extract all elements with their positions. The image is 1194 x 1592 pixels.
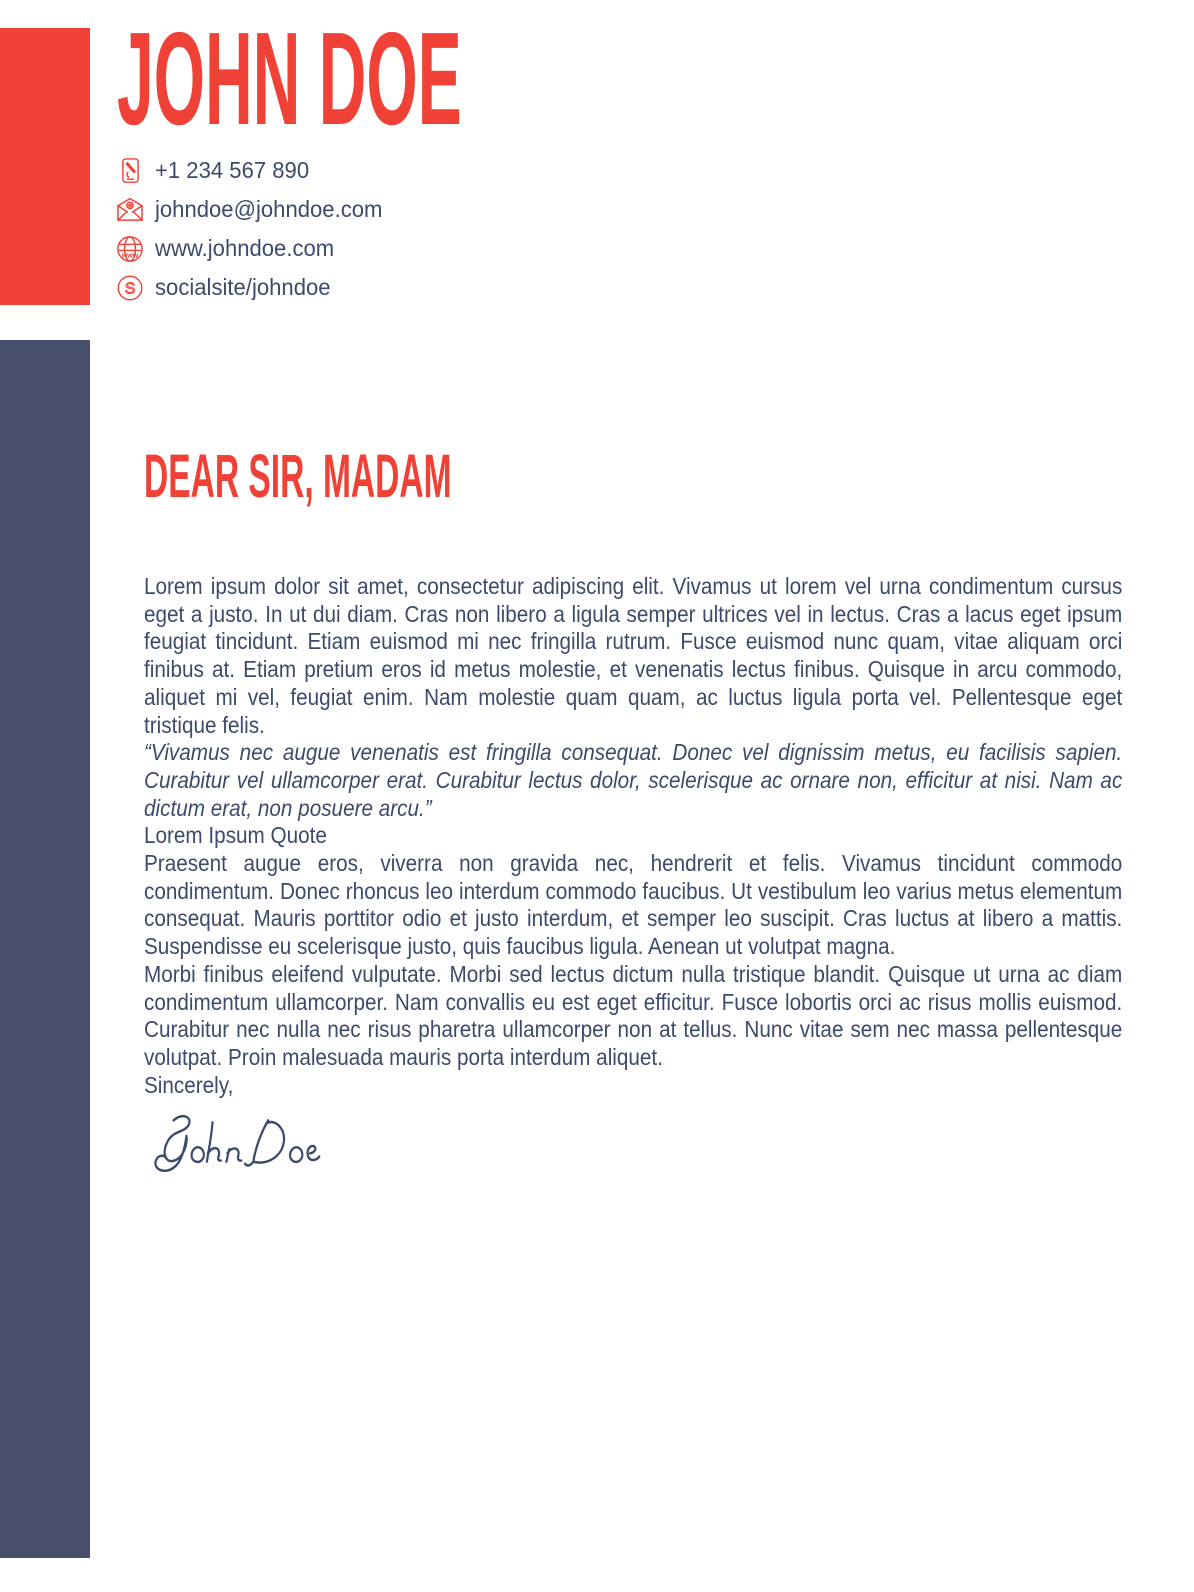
contact-row-email <box>116 196 392 223</box>
paragraph: Praesent augue eros, viverra non gravida nec, hendrerit et felis. Vivamus tincidunt commodo condimentum. Donec rhoncus leo interdum commodo faucibus. Ut vestibulum leo varius metus elementum consequat. Mauris porttitor odio et justo interdum, et semper leo suscipit. Cras luctus at libero a mattis. Suspendisse eu scelerisque justo, quis faucibus ligula. Aenean ut volutpat magna. <box>144 850 1123 960</box>
page-title: JOHN DOE <box>117 5 462 152</box>
contact-list <box>116 157 392 301</box>
phone-icon <box>116 157 144 185</box>
contact-row-website <box>116 235 392 262</box>
email-address[interactable]: johndoe@johndoe.com <box>155 196 383 222</box>
navy-accent-bar <box>0 340 90 1558</box>
letter-body <box>144 573 1122 1173</box>
social-handle[interactable]: socialsite/johndoe <box>155 274 331 300</box>
social-icon <box>116 274 144 302</box>
paragraph: Morbi finibus eleifend vulputate. Morbi sed lectus dictum nulla tristique blandit. Quisque ut urna ac diam condimentum ullamcorper. Nam convallis eu est eget efficitur. Fusce lobortis orci ac risus mollis euismod. Curabitur nec nulla nec risus pharetra ullamcorper non at tellus. Nunc vitae sem nec massa pellentesque volutpat. Proin malesuada mauris porta interdum aliquet. <box>144 960 1123 1070</box>
contact-row-phone <box>116 157 392 184</box>
contact-row-social <box>116 274 392 301</box>
website-url[interactable]: www.johndoe.com <box>155 235 335 261</box>
closing-line: Sincerely, <box>144 1071 234 1098</box>
quote-attribution: Lorem Ipsum Quote <box>144 822 327 849</box>
svg-text:S: S <box>124 280 136 298</box>
quote-paragraph: “Vivamus nec augue venenatis est fringilla consequat. Donec vel dignissim metus, eu facilisis sapien. Curabitur vel ullamcorper erat. Curabitur lectus dolor, scelerisque ac ornare non, efficitur at nisi. Nam ac dictum erat, non posuere arcu.” <box>144 739 1123 821</box>
red-accent-bar <box>0 28 90 305</box>
paragraph: Lorem ipsum dolor sit amet, consectetur adipiscing elit. Vivamus ut lorem vel urna condimentum cursus eget a justo. In ut dui diam. Cras non libero a ligula semper ultrices vel in lectus. Cras a lacus eget ipsum feugiat tincidunt. Etiam euismod mi nec fringilla rutrum. Fusce euismod nunc quam, vitae aliquam orci finibus at. Etiam pretium eros id metus molestie, et venenatis lectus finibus. Quisque in arcu commodo, aliquet mi vel, feugiat enim. Nam molestie quam quam, ac luctus ligula porta vel. Pellentesque eget tristique felis. <box>144 573 1123 738</box>
signature <box>144 1109 1122 1173</box>
svg-text:www: www <box>121 251 139 259</box>
salutation-heading: DEAR SIR, MADAM <box>144 442 452 510</box>
phone-number[interactable]: +1 234 567 890 <box>155 157 310 183</box>
website-icon <box>116 235 144 263</box>
email-icon <box>116 196 144 224</box>
